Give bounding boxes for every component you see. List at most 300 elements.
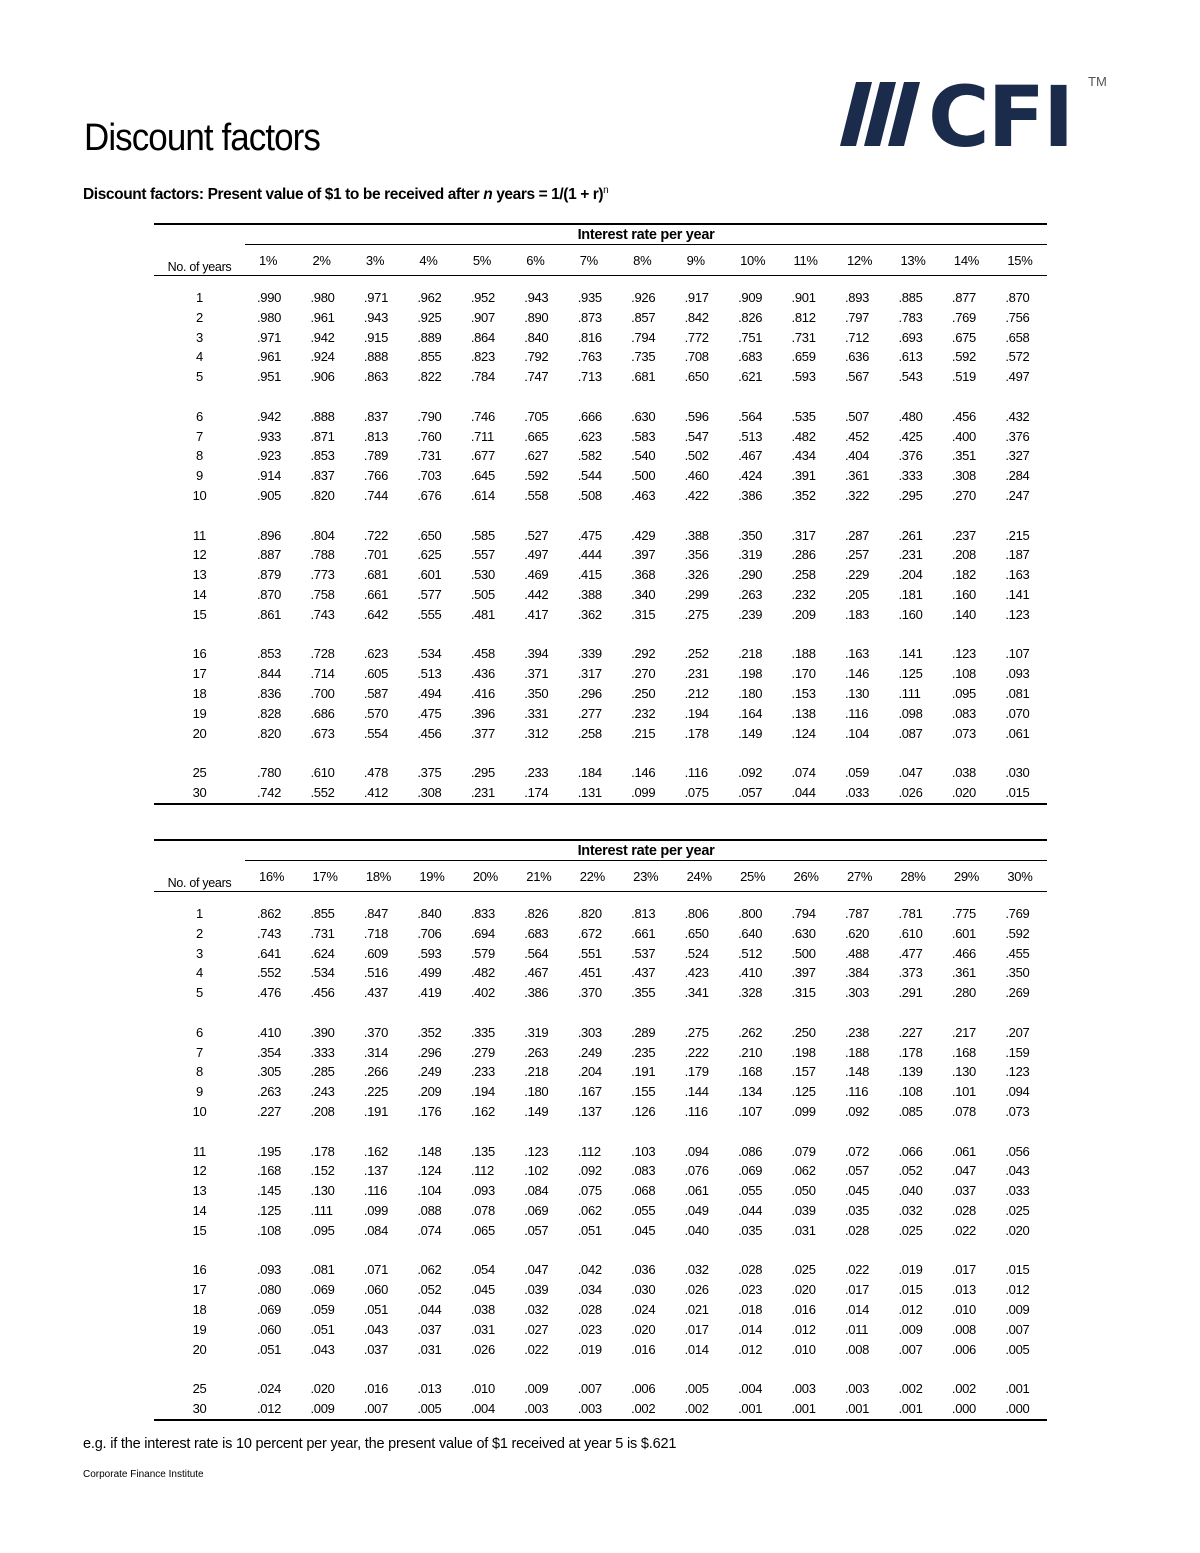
factor-cell: .610 [898, 925, 923, 941]
factor-cell: .335 [470, 1024, 495, 1040]
discount-factor-table [154, 839, 1047, 1421]
factor-cell: .108 [951, 666, 976, 682]
factor-cell: .980 [310, 290, 335, 305]
year-cell: 14 [192, 586, 207, 602]
factor-cell: .564 [738, 408, 763, 424]
factor-cell: .524 [684, 945, 709, 961]
factor-cell: .099 [791, 1103, 816, 1119]
factor-cell: .467 [524, 965, 549, 981]
factor-cell: .057 [726, 783, 779, 804]
year-cell: 25 [192, 1381, 207, 1397]
factor-cell: .180 [524, 1084, 549, 1100]
factor-cell: .836 [257, 685, 282, 701]
factor-cell: .112 [470, 1163, 494, 1179]
factor-cell: .045 [631, 1222, 656, 1238]
year-cell: 13 [192, 1183, 207, 1199]
header-corner [154, 224, 245, 245]
year-cell: 20 [192, 1341, 207, 1357]
factor-cell: .026 [886, 783, 939, 804]
year-cell: 12 [192, 1163, 207, 1179]
table-row [154, 545, 1047, 565]
factor-cell: .002 [673, 1399, 726, 1420]
factor-cell: .718 [363, 925, 389, 941]
factor-cell: .423 [684, 965, 709, 981]
factor-cell: .134 [738, 1084, 763, 1100]
factor-cell: .069 [524, 1202, 549, 1218]
factor-cell: .107 [738, 1103, 763, 1119]
factor-cell: .000 [940, 1399, 993, 1420]
factor-cell: .285 [310, 1064, 335, 1080]
rate-column-header: 8% [619, 245, 672, 276]
factor-cell: .787 [844, 906, 870, 921]
factor-cell: .020 [791, 1282, 816, 1298]
factor-cell: .130 [844, 685, 870, 701]
factor-cell: .583 [631, 428, 656, 444]
factor-cell: .125 [791, 1084, 816, 1100]
factor-cell: .476 [257, 985, 282, 1001]
factor-cell: .139 [898, 1064, 923, 1080]
factor-cell: .099 [619, 783, 672, 804]
factor-cell: .661 [363, 586, 389, 602]
table-row [154, 565, 1047, 585]
factor-cell: .434 [791, 448, 816, 464]
factor-cell: .107 [1005, 646, 1030, 662]
factor-cell: .050 [791, 1183, 816, 1199]
factor-cell: .319 [738, 547, 763, 563]
factor-cell: .233 [524, 765, 549, 781]
factor-cell: .051 [577, 1222, 602, 1238]
factor-cell: .145 [257, 1183, 282, 1199]
factor-cell: .388 [684, 527, 709, 543]
factor-cell: .261 [898, 527, 923, 543]
factor-cell: .630 [791, 925, 816, 941]
factor-cell: .009 [1005, 1301, 1030, 1317]
factor-cell: .731 [417, 448, 442, 464]
years-column-header: No. of years [154, 245, 245, 276]
factor-cell: .047 [524, 1262, 549, 1278]
factor-cell: .215 [631, 725, 656, 741]
year-cell: 8 [196, 448, 203, 464]
factor-cell: .554 [363, 725, 389, 741]
factor-cell: .558 [524, 487, 549, 503]
discount-table-1-15 [154, 223, 1047, 805]
factor-cell: .270 [631, 666, 656, 682]
factor-cell: .855 [417, 349, 442, 365]
factor-cell: .084 [524, 1183, 549, 1199]
table-row [154, 1399, 1047, 1420]
year-cell: 3 [196, 329, 203, 345]
factor-cell: .024 [257, 1381, 282, 1397]
table-row [154, 466, 1047, 486]
factor-cell: .951 [257, 369, 282, 385]
factor-cell: .621 [738, 369, 763, 385]
factor-cell: .028 [738, 1262, 763, 1278]
factor-cell: .708 [684, 349, 709, 365]
factor-cell: .840 [524, 329, 549, 345]
factor-cell: .743 [310, 606, 335, 622]
factor-cell: .094 [1005, 1084, 1030, 1100]
factor-cell: .547 [684, 428, 709, 444]
factor-cell: .015 [993, 783, 1047, 804]
table-row [154, 704, 1047, 724]
factor-cell: .658 [1005, 329, 1030, 345]
factor-cell: .627 [524, 448, 549, 464]
factor-cell: .092 [577, 1163, 602, 1179]
factor-cell: .036 [631, 1262, 656, 1278]
factor-cell: .016 [631, 1341, 656, 1357]
factor-cell: .191 [631, 1064, 656, 1080]
factor-cell: .266 [363, 1064, 389, 1080]
factor-cell: .072 [844, 1143, 870, 1159]
factor-cell: .005 [1005, 1341, 1030, 1357]
factor-cell: .159 [1005, 1044, 1030, 1060]
year-cell: 11 [193, 1143, 206, 1159]
factor-cell: .144 [684, 1084, 709, 1100]
factor-cell: .044 [738, 1202, 763, 1218]
factor-cell: .044 [417, 1301, 442, 1317]
factor-cell: .162 [363, 1143, 389, 1159]
factor-cell: .467 [738, 448, 763, 464]
factor-cell: .194 [684, 705, 709, 721]
factor-cell: .812 [791, 309, 816, 325]
factor-cell: .317 [577, 666, 602, 682]
year-cell: 4 [196, 965, 203, 981]
factor-cell: .012 [791, 1321, 816, 1337]
year-cell: 30 [154, 1399, 245, 1420]
factor-cell: .722 [363, 527, 389, 543]
factor-cell: .014 [684, 1341, 709, 1357]
factor-cell: .062 [791, 1163, 816, 1179]
factor-cell: .837 [363, 408, 389, 424]
factor-cell: .789 [363, 448, 389, 464]
rate-column-header: 19% [405, 861, 458, 892]
factor-cell: .180 [738, 685, 763, 701]
factor-cell: .822 [417, 369, 442, 385]
factor-cell: .066 [898, 1143, 923, 1159]
factor-cell: .780 [257, 765, 282, 781]
factor-cell: .030 [631, 1282, 656, 1298]
factor-cell: .351 [951, 448, 976, 464]
factor-cell: .233 [470, 1064, 495, 1080]
factor-cell: .164 [738, 705, 763, 721]
factor-cell: .362 [577, 606, 602, 622]
factor-cell: .011 [844, 1321, 869, 1337]
factor-cell: .352 [791, 487, 816, 503]
factor-cell: .295 [898, 487, 923, 503]
factor-cell: .116 [844, 705, 869, 721]
factor-cell: .873 [577, 309, 602, 325]
group-spacer [154, 387, 1047, 407]
factor-cell: .971 [363, 290, 389, 305]
factor-cell: .037 [417, 1321, 442, 1337]
factor-cell: .893 [844, 290, 870, 305]
factor-cell: .481 [470, 606, 495, 622]
factor-cell: .078 [470, 1202, 495, 1218]
factor-cell: .775 [951, 906, 976, 921]
factor-cell: .138 [791, 705, 816, 721]
table-row [154, 944, 1047, 964]
factor-cell: .458 [470, 646, 495, 662]
factor-cell: .263 [738, 586, 763, 602]
factor-cell: .788 [310, 547, 335, 563]
rate-column-header: 28% [886, 861, 939, 892]
factor-cell: .012 [245, 1399, 298, 1420]
year-cell: 1 [196, 290, 203, 305]
factor-cell: .681 [363, 567, 389, 583]
factor-cell: .003 [512, 1399, 565, 1420]
factor-cell: .896 [257, 527, 282, 543]
factor-cell: .577 [417, 586, 442, 602]
factor-cell: .935 [577, 290, 602, 305]
factor-cell: .537 [631, 945, 656, 961]
factor-cell: .582 [577, 448, 602, 464]
factor-cell: .640 [738, 925, 763, 941]
factor-cell: .397 [631, 547, 656, 563]
factor-cell: .516 [363, 965, 389, 981]
table-row [154, 526, 1047, 546]
factor-cell: .624 [310, 945, 335, 961]
factor-cell: .605 [363, 666, 389, 682]
factor-cell: .391 [791, 468, 816, 484]
factor-cell: .499 [417, 965, 442, 981]
table-row [154, 1062, 1047, 1082]
factor-cell: .570 [363, 705, 389, 721]
factor-cell: .763 [577, 349, 602, 365]
factor-cell: .773 [310, 567, 335, 583]
factor-cell: .178 [898, 1044, 923, 1060]
rate-column-header: 30% [993, 861, 1047, 892]
factor-cell: .557 [470, 547, 495, 563]
factor-cell: .781 [898, 906, 923, 921]
factor-cell: .386 [738, 487, 763, 503]
factor-cell: .111 [310, 1202, 333, 1218]
factor-cell: .149 [524, 1103, 549, 1119]
factor-cell: .280 [951, 985, 976, 1001]
factor-cell: .350 [738, 527, 763, 543]
factor-cell: .291 [898, 985, 923, 1001]
year-cell: 7 [196, 1044, 203, 1060]
factor-cell: .022 [951, 1222, 976, 1238]
factor-cell: .043 [363, 1321, 389, 1337]
factor-cell: .552 [257, 965, 282, 981]
factor-cell: .864 [470, 329, 495, 345]
factor-cell: .853 [310, 448, 335, 464]
factor-cell: .287 [844, 527, 870, 543]
factor-cell: .508 [577, 487, 602, 503]
factor-cell: .149 [738, 725, 763, 741]
group-spacer [154, 625, 1047, 645]
factor-cell: .877 [951, 290, 976, 305]
factor-cell: .108 [257, 1222, 282, 1238]
factor-cell: .062 [577, 1202, 602, 1218]
factor-cell: .025 [898, 1222, 923, 1238]
factor-cell: .404 [844, 448, 870, 464]
factor-cell: .012 [898, 1301, 923, 1317]
factor-cell: .104 [844, 725, 870, 741]
factor-cell: .218 [524, 1064, 549, 1080]
factor-cell: .402 [470, 985, 495, 1001]
factor-cell: .711 [470, 428, 494, 444]
factor-cell: .074 [791, 765, 816, 781]
factor-cell: .333 [898, 468, 923, 484]
spacer [154, 276, 1047, 289]
year-cell: 15 [192, 606, 207, 622]
factor-cell: .460 [684, 468, 709, 484]
year-cell: 1 [196, 906, 203, 921]
factor-cell: .906 [310, 369, 335, 385]
factor-cell: .160 [951, 586, 976, 602]
factor-cell: .116 [684, 765, 708, 781]
factor-cell: .675 [951, 329, 976, 345]
factor-cell: .074 [417, 1222, 442, 1238]
factor-cell: .249 [417, 1064, 442, 1080]
factor-cell: .579 [470, 945, 495, 961]
factor-cell: .039 [791, 1202, 816, 1218]
table-row [154, 1102, 1047, 1122]
rate-column-header: 18% [352, 861, 405, 892]
factor-cell: .857 [631, 309, 656, 325]
factor-cell: .006 [951, 1341, 976, 1357]
factor-cell: .296 [577, 685, 602, 701]
factor-cell: .205 [844, 586, 870, 602]
factor-cell: .162 [470, 1103, 495, 1119]
header-corner [154, 840, 245, 861]
factor-cell: .376 [1005, 428, 1030, 444]
factor-cell: .003 [844, 1381, 870, 1397]
factor-cell: .482 [791, 428, 816, 444]
factor-cell: .021 [684, 1301, 709, 1317]
factor-cell: .760 [417, 428, 442, 444]
factor-cell: .009 [524, 1381, 549, 1397]
factor-cell: .314 [363, 1044, 389, 1060]
factor-cell: .419 [417, 985, 442, 1001]
factor-cell: .023 [577, 1321, 602, 1337]
year-cell: 20 [192, 725, 207, 741]
factor-cell: .093 [470, 1183, 495, 1199]
table-row [154, 1260, 1047, 1280]
rate-column-header: 12% [833, 245, 886, 276]
factor-cell: .592 [951, 349, 976, 365]
factor-cell: .032 [898, 1202, 923, 1218]
factor-cell: .735 [631, 349, 656, 365]
factor-cell: .990 [257, 290, 282, 305]
factor-cell: .923 [257, 448, 282, 464]
factor-cell: .178 [684, 725, 709, 741]
table-row [154, 983, 1047, 1003]
factor-cell: .350 [1005, 965, 1030, 981]
factor-cell: .141 [898, 646, 923, 662]
table-row [154, 407, 1047, 427]
factor-cell: .863 [363, 369, 389, 385]
logo-wordmark: CFI [928, 70, 1073, 154]
factor-cell: .292 [631, 646, 656, 662]
table-row [154, 1280, 1047, 1300]
factor-cell: .010 [791, 1341, 816, 1357]
factor-cell: .095 [951, 685, 976, 701]
factor-cell: .163 [844, 646, 870, 662]
factor-cell: .742 [245, 783, 298, 804]
factor-cell: .482 [470, 965, 495, 981]
factor-cell: .286 [791, 547, 816, 563]
factor-cell: .075 [673, 783, 726, 804]
rate-column-header: 5% [459, 245, 512, 276]
factor-cell: .001 [1005, 1381, 1030, 1397]
factor-cell: .432 [1005, 408, 1030, 424]
factor-cell: .370 [577, 985, 602, 1001]
subtitle-formula: years = 1/(1 + r) [492, 186, 604, 204]
factor-cell: .039 [524, 1282, 549, 1298]
factor-cell: .035 [738, 1222, 763, 1238]
factor-cell: .030 [1005, 765, 1030, 781]
factor-cell: .153 [791, 685, 816, 701]
factor-cell: .417 [524, 606, 549, 622]
factor-cell: .706 [417, 925, 442, 941]
factor-cell: .075 [577, 1183, 602, 1199]
factor-cell: .915 [363, 329, 389, 345]
factor-cell: .061 [1005, 725, 1030, 741]
factor-cell: .207 [1005, 1024, 1030, 1040]
factor-cell: .217 [951, 1024, 976, 1040]
year-cell: 16 [192, 1262, 207, 1278]
factor-cell: .019 [898, 1262, 923, 1278]
factor-cell: .187 [1005, 547, 1030, 563]
factor-cell: .914 [257, 468, 282, 484]
factor-cell: .879 [257, 567, 282, 583]
factor-cell: .703 [417, 468, 442, 484]
factor-cell: .555 [417, 606, 442, 622]
factor-cell: .790 [417, 408, 442, 424]
rate-column-header: 14% [940, 245, 993, 276]
factor-cell: .231 [684, 666, 709, 682]
factor-cell: .980 [257, 309, 282, 325]
factor-cell: .141 [1005, 586, 1030, 602]
factor-cell: .013 [417, 1381, 442, 1397]
factor-cell: .070 [1005, 705, 1030, 721]
factor-cell: .116 [363, 1183, 388, 1199]
factor-cell: .016 [363, 1381, 389, 1397]
factor-cell: .772 [684, 329, 709, 345]
factor-cell: .014 [738, 1321, 763, 1337]
factor-cell: .007 [1005, 1321, 1030, 1337]
factor-cell: .512 [738, 945, 763, 961]
factor-cell: .813 [631, 906, 656, 921]
factor-cell: .299 [684, 586, 709, 602]
factor-cell: .971 [257, 329, 282, 345]
factor-cell: .081 [310, 1262, 335, 1278]
factor-cell: .035 [844, 1202, 870, 1218]
factor-cell: .135 [470, 1143, 495, 1159]
footer-source: Corporate Finance Institute [83, 1469, 204, 1480]
factor-cell: .051 [310, 1321, 335, 1337]
factor-cell: .502 [684, 448, 709, 464]
factor-cell: .328 [738, 985, 763, 1001]
factor-cell: .352 [417, 1024, 442, 1040]
factor-cell: .012 [738, 1341, 763, 1357]
subtitle-prefix: Discount factors: Present value of $1 to be received after [83, 186, 484, 204]
factor-cell: .887 [257, 547, 282, 563]
rate-column-header: 7% [566, 245, 619, 276]
factor-cell: .148 [417, 1143, 442, 1159]
year-cell: 10 [192, 1103, 207, 1119]
factor-cell: .178 [310, 1143, 335, 1159]
factor-cell: .943 [363, 309, 389, 325]
factor-cell: .103 [631, 1143, 656, 1159]
factor-cell: .085 [898, 1103, 923, 1119]
factor-cell: .231 [898, 547, 923, 563]
factor-cell: .308 [951, 468, 976, 484]
factor-cell: .747 [524, 369, 549, 385]
year-cell: 12 [192, 547, 207, 563]
